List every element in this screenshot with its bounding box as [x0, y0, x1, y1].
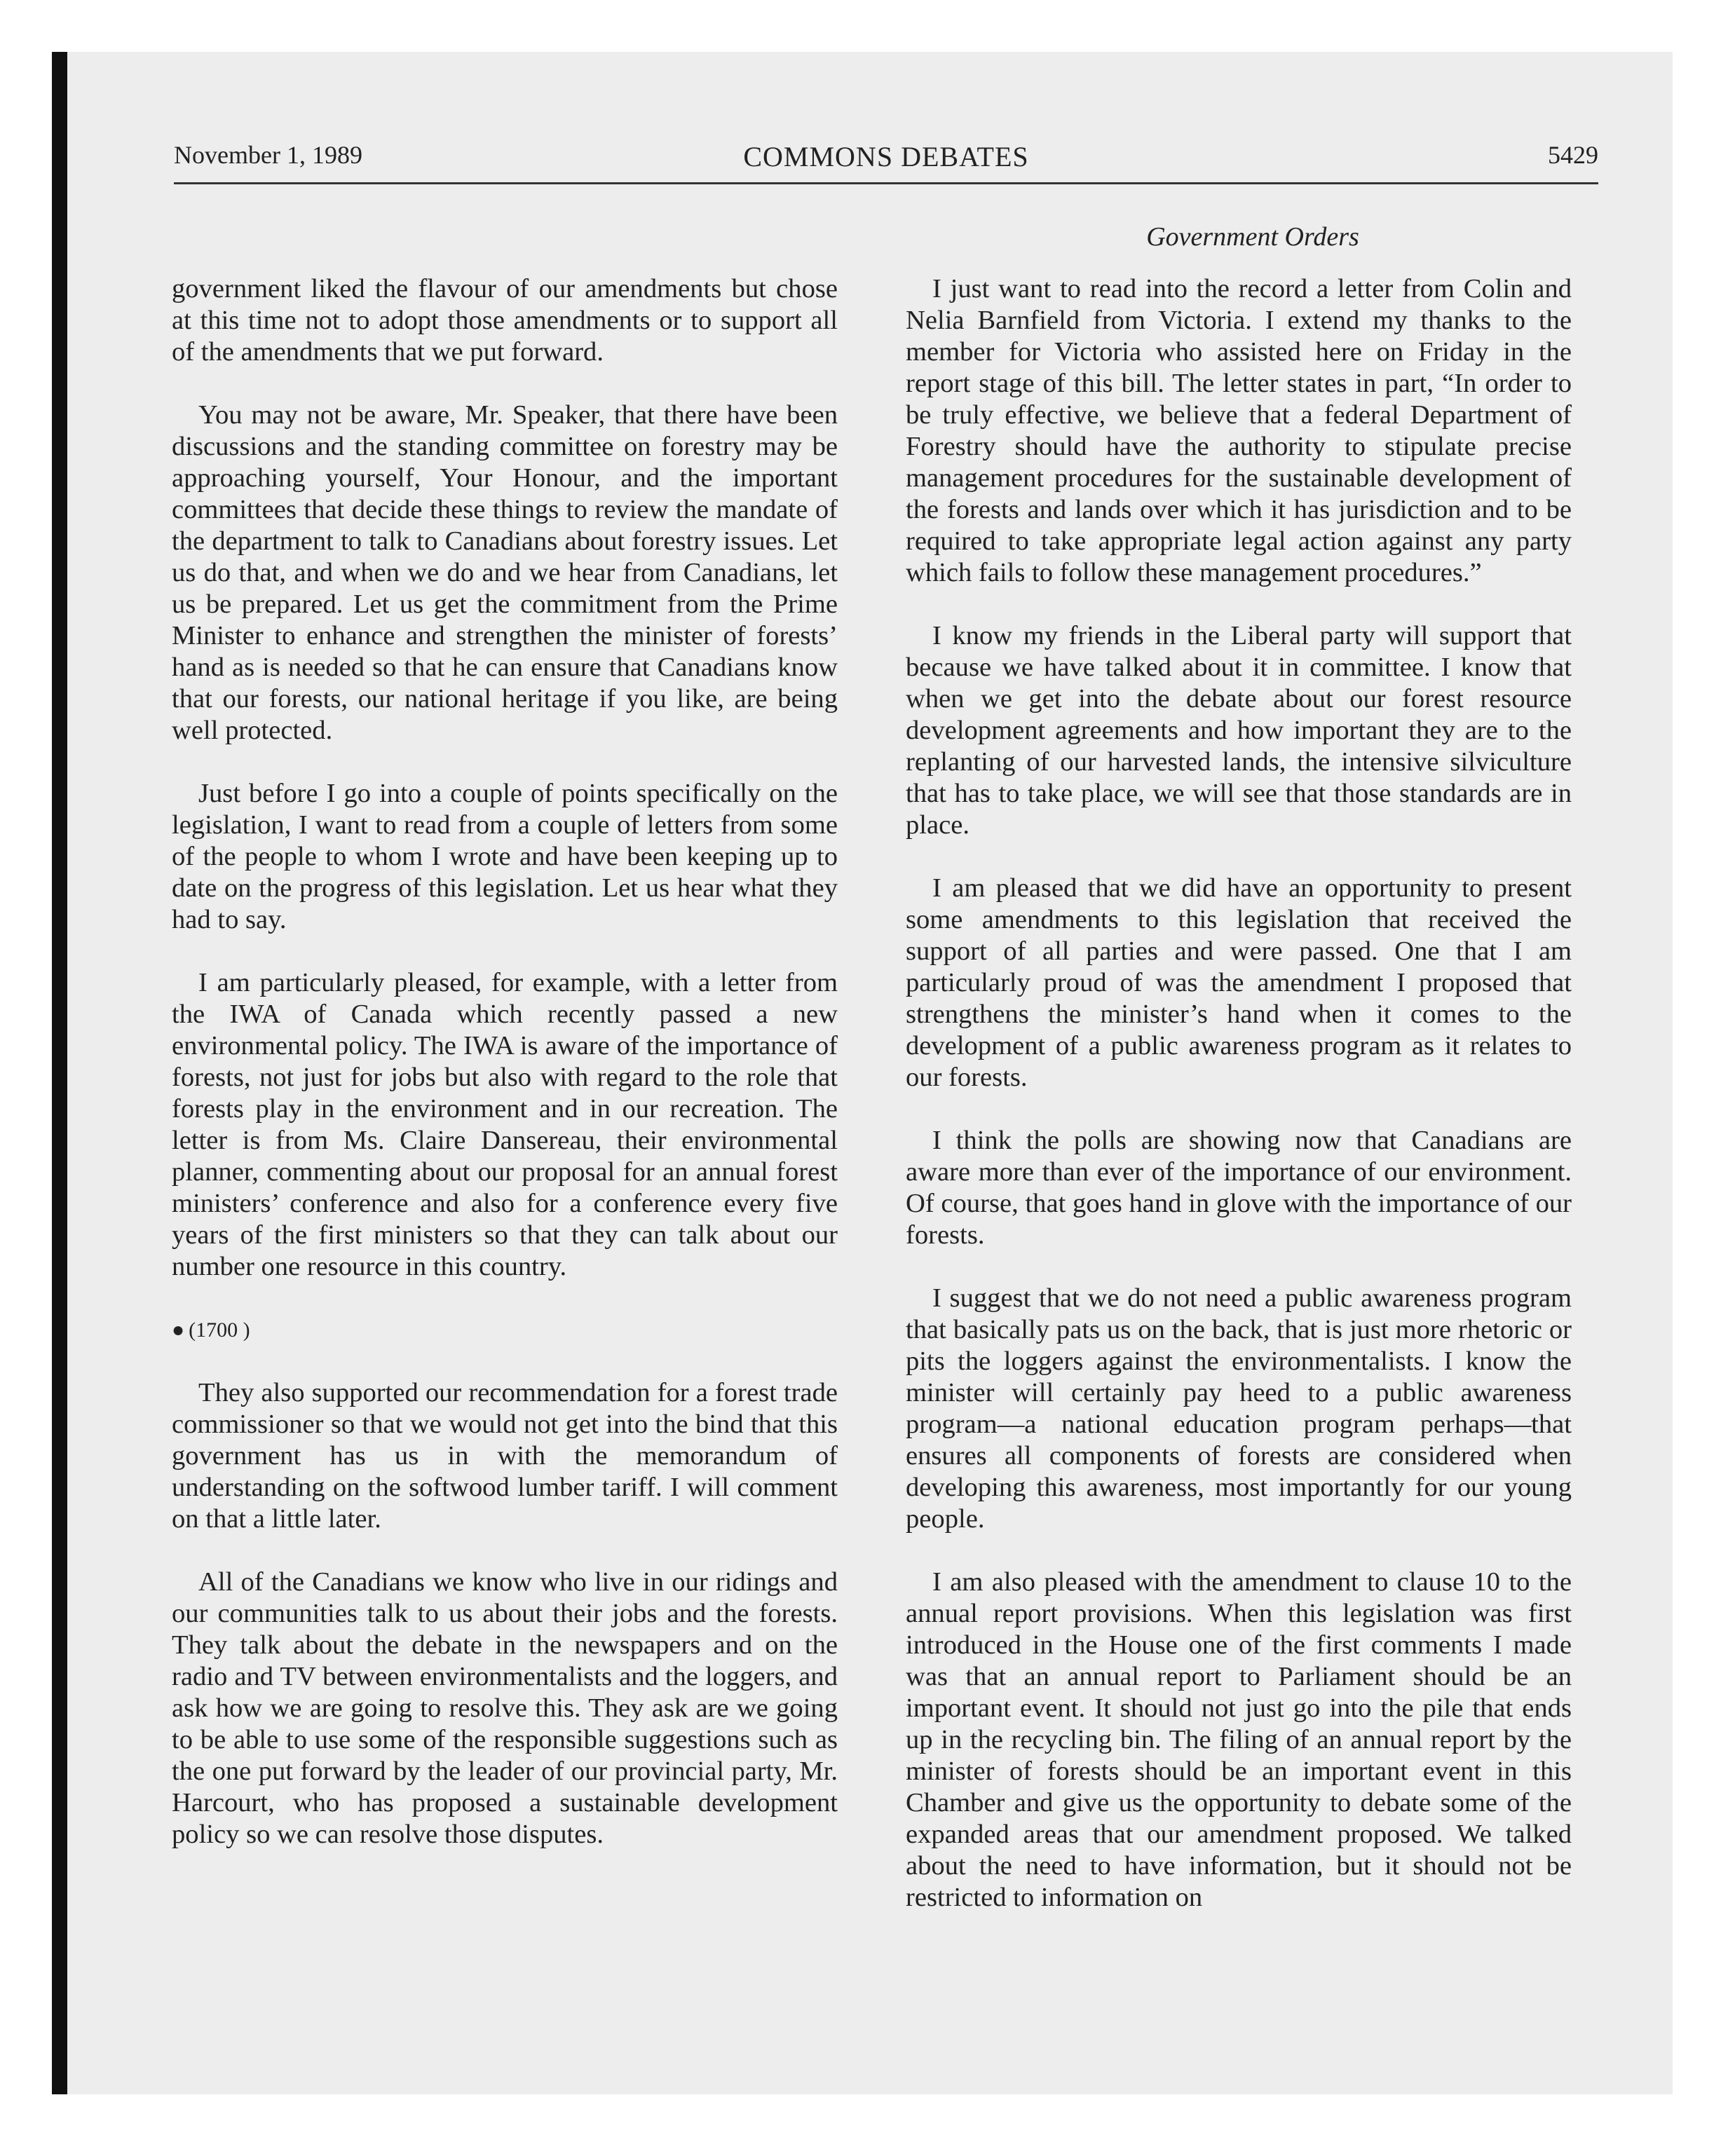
header-date: November 1, 1989 [174, 141, 362, 169]
paragraph: I think the polls are showing now that Canadians are aware more than ever of the importance of our environment. Of course, that goes hand in glove with the importance of our forests. [906, 1126, 1572, 1250]
paragraph: I know my friends in the Liberal party will support that because we have talked about it in committee. I know that when we get into the debate about our forest resource development agreements and how important they are to the replanting of our harvested lands, the intensive silviculture that has to take place, we will see that those standards are in place. [906, 621, 1572, 840]
header-page-number: 5429 [1548, 141, 1598, 169]
paragraph: All of the Canadians we know who live in our ridings and our communities talk to us about their jobs and the forests. They talk about the debate in the newspapers and on the radio and TV between environmentalists and the loggers, and ask how we are going to resolve this. They ask are we going to be able to use some of the responsible suggestions such as the one put forward by the leader of our provincial party, Mr. Harcourt, who has proposed a sustainable development policy so we can resolve those disputes. [172, 1567, 838, 1849]
page-binding-edge [52, 52, 67, 2094]
section-heading: Government Orders [1146, 222, 1359, 252]
paragraph: government liked the flavour of our amendments but chose at this time not to adopt those amendments or to support all of the amendments that we put forward. [172, 274, 838, 367]
header-title: COMMONS DEBATES [743, 141, 1029, 172]
time-marker-text: (1700 ) [189, 1318, 250, 1342]
paragraph: You may not be aware, Mr. Speaker, that there have been discussions and the standing committee on forestry may be approaching yourself, Your Honour, and the important committees that decide these things to review the mandate of the department to talk to Canadians about forestry issues. Let us do that, and when we do and we hear from Canadians, let us be prepared. Let us get the commitment from the Prime Minister to enhance and strengthen the minister of forests’ hand as is needed so that he can ensure that Canadians know that our forests, our national heritage if you like, are being well protected. [172, 400, 838, 745]
paragraph: Just before I go into a couple of points specifically on the legislation, I want to read from a couple of letters from some of the people to whom I wrote and have been keeping up to date on the progress of this legislation. Let us hear what they had to say. [172, 779, 838, 934]
time-marker [172, 1314, 838, 1346]
paragraph: I just want to read into the record a letter from Colin and Nelia Barnfield from Victoria. I extend my thanks to the member for Victoria who assisted here on Friday in the report stage of this bill. The letter states in part, “In order to be truly effective, we believe that a federal Department of Forestry should have the authority to stipulate precise management procedures for the sustainable development of the forests and lands over which it has jurisdiction and to be required to take appropriate legal action against any party which fails to follow these management procedures.” [906, 274, 1572, 587]
paragraph: I suggest that we do not need a public awareness program that basically pats us on the back, that is just more rhetoric or pits the loggers against the environmentalists. I know the minister will certainly pay heed to a public awareness program—a national education program perhaps—that ensures all components of forests are considered when developing this awareness, most importantly for our young people. [906, 1283, 1572, 1534]
page-header [174, 140, 1598, 184]
bullet-icon: ● [172, 1318, 185, 1342]
paragraph: I am particularly pleased, for example, with a letter from the IWA of Canada which recently passed a new environmental policy. The IWA is aware of the importance of forests, not just for jobs but also with regard to the role that forests play in the environment and in our recreation. The letter is from Ms. Claire Dansereau, their environmental planner, commenting about our proposal for an annual forest ministers’ conference and also for a conference every five years of the first ministers so that they can talk about our number one resource in this country. [172, 968, 838, 1281]
right-column [906, 273, 1572, 1945]
paragraph: They also supported our recommendation for a forest trade commissioner so that we would not get into the bind that this government has us in with the memorandum of understanding on the softwood lumber tariff. I will comment on that a little later. [172, 1378, 838, 1534]
paragraph: I am also pleased with the amendment to clause 10 to the annual report provisions. When this legislation was first introduced in the House one of the first comments I made was that an annual report to Parliament should be an important event. It should not just go into the pile that ends up in the recycling bin. The filing of an annual report by the minister of forests should be an important event in this Chamber and give us the opportunity to debate some of the expanded areas that our amendment proposed. We talked about the need to have information, but it should not be restricted to information on [906, 1567, 1572, 1912]
paragraph: I am pleased that we did have an opportunity to present some amendments to this legislation that received the support of all parties and were passed. One that I am particularly proud of was the amendment I proposed that strengthens the minister’s hand when it comes to the development of a public awareness program as it relates to our forests. [906, 873, 1572, 1092]
left-column [172, 273, 838, 1882]
